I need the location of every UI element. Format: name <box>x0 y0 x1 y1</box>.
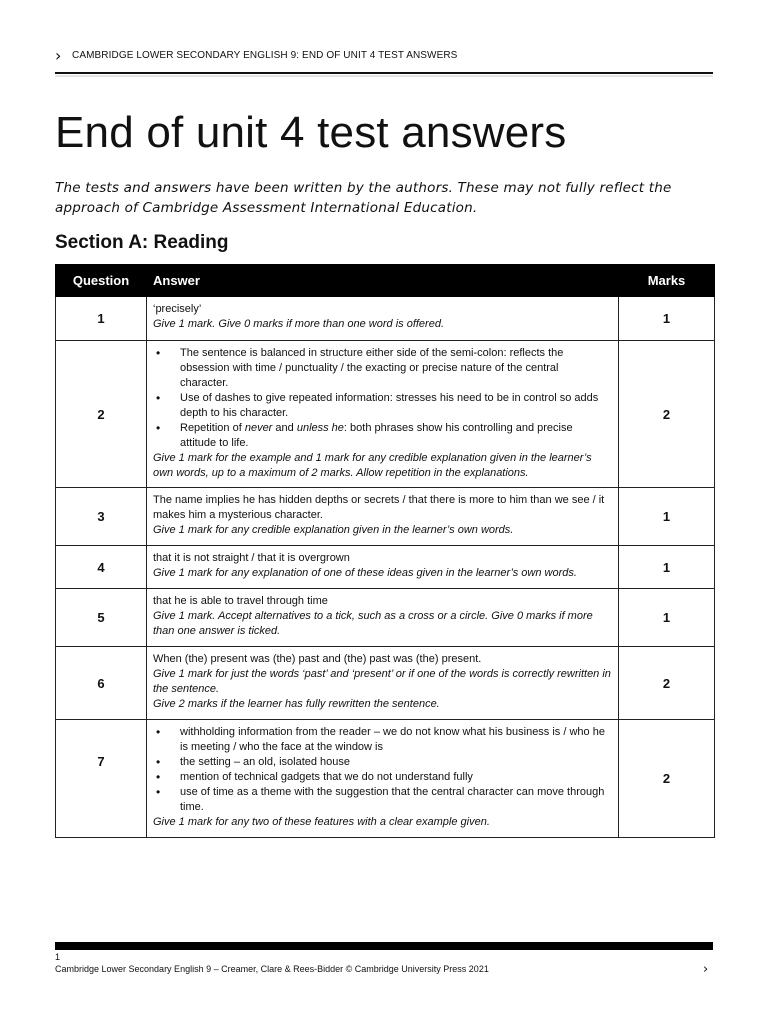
answer-cell <box>147 341 619 488</box>
marks-value: 1 <box>619 488 715 546</box>
bullet-emphasis: never <box>244 422 273 434</box>
chevron-right-icon: › <box>703 962 709 977</box>
table-row <box>56 720 715 838</box>
marking-guidance: Give 1 mark. Accept alternatives to a tick, such as a cross or a circle. Give 0 marks if more than one answer is ticked. <box>153 610 593 637</box>
table-row <box>56 647 715 720</box>
answer-cell <box>147 297 619 341</box>
header-rule-shadow <box>55 75 713 77</box>
marks-value: 2 <box>619 341 715 488</box>
answer-bullet: • Use of dashes to give repeated information: stresses his need to be in control so adds depth to his character. <box>153 391 612 421</box>
header-text: CAMBRIDGE LOWER SECONDARY ENGLISH 9: END OF UNIT 4 TEST ANSWERS <box>72 50 458 61</box>
marking-guidance: Give 1 mark for the example and 1 mark for any credible explanation given in the learner’s own words, up to a maximum of 2 marks. Allow repetition in the explanations. <box>153 452 592 479</box>
table-row <box>56 546 715 589</box>
bullet-text: and <box>272 422 297 434</box>
table-row <box>56 589 715 647</box>
answer-bullet-list <box>153 725 612 815</box>
answer-bullet: • withholding information from the reader – we do not know what his business is / who he is meeting / who the face at the window is <box>153 725 612 755</box>
answer-cell <box>147 589 619 647</box>
answer-bullet: • The sentence is balanced in structure either side of the semi-colon: reflects the obsession with time / punctuality / the exacting or precise nature of the central character. <box>153 346 612 391</box>
table-row <box>56 341 715 488</box>
question-number: 5 <box>56 589 147 647</box>
marking-guidance: Give 1 mark for any explanation of one of these ideas given in the learner’s own words. <box>153 567 577 579</box>
marking-guidance: Give 1 mark. Give 0 marks if more than one word is offered. <box>153 318 445 330</box>
answer-text: that it is not straight / that it is overgrown <box>153 552 350 564</box>
answer-bullet <box>153 421 612 451</box>
marks-value: 2 <box>619 720 715 838</box>
marking-guidance: Give 1 mark for just the words ‘past’ and ‘present’ or if one of the words is correctly rewritten in the sentence. <box>153 668 611 695</box>
table-row <box>56 488 715 546</box>
column-header-marks: Marks <box>619 265 715 297</box>
question-number: 1 <box>56 297 147 341</box>
answer-bullet: • the setting – an old, isolated house <box>153 755 612 770</box>
question-number: 4 <box>56 546 147 589</box>
table-row <box>56 297 715 341</box>
answer-text: When (the) present was (the) past and (the) past was (the) present. <box>153 653 482 665</box>
answer-text: ‘precisely’ <box>153 303 202 315</box>
footer-rule <box>55 942 713 950</box>
bullet-text: Repetition of <box>180 422 245 434</box>
marking-guidance: Give 1 mark for any credible explanation given in the learner’s own words. <box>153 524 514 536</box>
page-title: End of unit 4 test answers <box>55 108 567 157</box>
page-number: 1 <box>55 952 61 962</box>
answer-bullet: • use of time as a theme with the suggestion that the central character can move through time. <box>153 785 612 815</box>
footer-copyright: Cambridge Lower Secondary English 9 – Creamer, Clare & Rees-Bidder © Cambridge University Press 2021 <box>55 964 489 974</box>
marking-guidance: Give 2 marks if the learner has fully rewritten the sentence. <box>153 698 440 710</box>
answers-table <box>55 264 715 838</box>
answer-cell <box>147 488 619 546</box>
question-number: 2 <box>56 341 147 488</box>
answer-cell <box>147 546 619 589</box>
marks-value: 2 <box>619 647 715 720</box>
marks-value: 1 <box>619 589 715 647</box>
answer-text: The name implies he has hidden depths or secrets / that there is more to him than we see / it makes him a mysterious character. <box>153 494 605 521</box>
bullet-emphasis: unless he <box>296 422 344 434</box>
answer-bullet: • mention of technical gadgets that we do not understand fully <box>153 770 612 785</box>
chevron-right-icon: › <box>55 46 62 65</box>
marking-guidance: Give 1 mark for any two of these features with a clear example given. <box>153 816 490 828</box>
answer-bullet-list <box>153 346 612 451</box>
question-number: 6 <box>56 647 147 720</box>
intro-note: The tests and answers have been written by the authors. These may not fully reflect the approach of Cambridge Assessment International Education. <box>55 180 672 216</box>
answer-text: that he is able to travel through time <box>153 595 328 607</box>
section-title: Section A: Reading <box>55 232 229 253</box>
marks-value: 1 <box>619 546 715 589</box>
running-header <box>55 46 713 74</box>
answer-cell <box>147 647 619 720</box>
marks-value: 1 <box>619 297 715 341</box>
table-header-row <box>56 265 715 297</box>
bullet-text: : both phrases show his controlling and precise attitude to life. <box>180 422 573 449</box>
question-number: 3 <box>56 488 147 546</box>
column-header-answer: Answer <box>147 265 619 297</box>
answer-cell <box>147 720 619 838</box>
column-header-question: Question <box>56 265 147 297</box>
question-number: 7 <box>56 720 147 838</box>
